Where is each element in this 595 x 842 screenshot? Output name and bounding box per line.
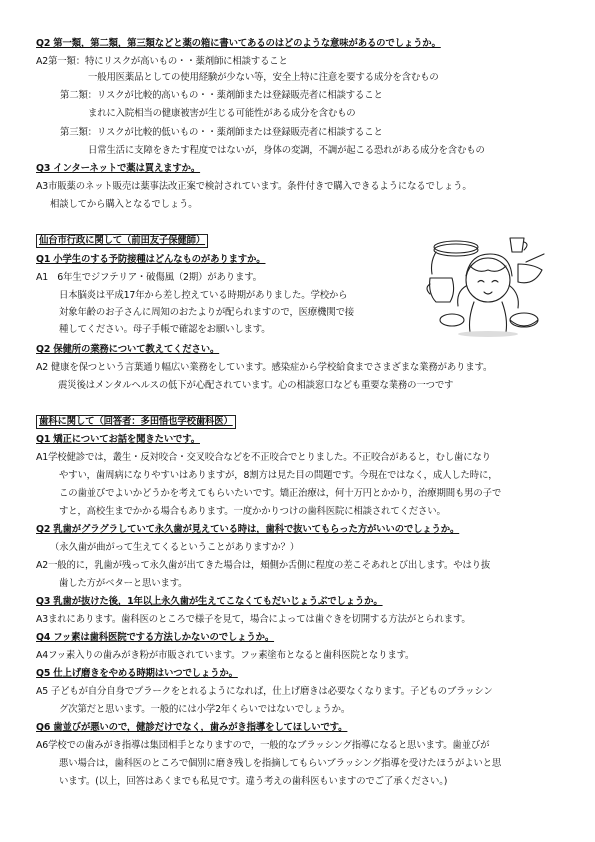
question-q3-internet: Q3 インターネットで薬は買えますか。 xyxy=(36,163,201,174)
answer-a3-line: A3市販薬のネット販売は薬事法改正案で検討されています。条件付きで購入できるようになるでしょう。 xyxy=(36,181,472,192)
answer-a2-line: 第三類：リスクが比較的低いもの・・薬剤師または登録販売者に相談すること xyxy=(60,127,383,138)
answer-a2-line: 日常生活に支障をきたす程度ではないが，身体の変調，不調が起こる恐れがある成分を含むもの xyxy=(88,145,485,156)
answer-a2-line: 震災後はメンタルヘルスの低下が心配されています。心の相談窓口なども重要な業務の一つです xyxy=(58,380,454,391)
answer-a5-line: グ次第だと思います。一般的には小学2年くらいではないでしょうか。 xyxy=(59,704,351,715)
answer-a1-line: 対象年齢のお子さんに周知のおたよりが配られますので，医療機関で接 xyxy=(59,307,355,318)
answer-a2-line: A2第一類：特にリスクが高いもの・・薬剤師に相談すること xyxy=(36,56,288,67)
question-q4-fluoride: Q4 フッ素は歯科医院でする方法しかないのでしょうか。 xyxy=(36,632,275,643)
section-heading-dental: 歯科に関して（回答者：多田悟也学校歯科医） xyxy=(36,415,236,429)
answer-a2-line: 一般用医薬品としての使用経験が少ない等，安全上特に注意を要する成分を含むもの xyxy=(88,72,439,83)
answer-a1-line: やすい，歯周病になりやすいはありますが，8割方は見た目の問題です。今現在ではなく，成人した時に， xyxy=(59,470,498,481)
answer-a2-line: A2一般的に，乳歯が残って永久歯が出てきた場合は，頬側か舌側に程度の差こそあれとび出します。やはり抜 xyxy=(36,560,491,571)
answer-a6-line: A6学校での歯みがき指導は集団相手となりますので，一般的なブラッシング指導になると思います。歯並びが xyxy=(36,740,490,751)
answer-a2-line: A2 健康を保つという言葉通り幅広い業務をしています。感染症から学校給食までさまざまな業務があります。 xyxy=(36,362,493,373)
answer-a6-line: 悪い場合は，歯科医のところで個別に磨き残しを指摘してもらいブラッシング指導を受けたほうがよいと思 xyxy=(59,758,502,769)
answer-a5-line: A5 子どもが自分自身でプラークをとれるようになれば，仕上げ磨きは必要なくなります。子どものブラッシン xyxy=(36,686,493,697)
answer-a1-line: 日本脳炎は平成17年から差し控えている時期がありました。学校から xyxy=(59,290,348,301)
answer-a1-line: A1学校健診では，叢生・反対咬合・交叉咬合などを不正咬合でとりました。不正咬合があると，むし歯になり xyxy=(36,452,491,463)
question-q2-baby-tooth: Q2 乳歯がグラグラしていて永久歯が見えている時は，歯科で抜いてもらった方がいいのでしょうか。 xyxy=(36,524,460,535)
question-q1-vaccination: Q1 小学生のする予防接種はどんなものがありますか。 xyxy=(36,254,266,265)
answer-a1-line: 種してください。母子手帳で確認をお願いします。 xyxy=(59,324,271,335)
question-q2-health-center: Q2 保健所の業務について教えてください。 xyxy=(36,344,220,355)
answer-a3-line: 相談してから購入となるでしょう。 xyxy=(50,199,198,210)
answer-a2-line: 歯した方がベターと思います。 xyxy=(59,578,188,589)
answer-a3: A3まれにあります。歯科医のところで様子を見て，場合によっては歯ぐきを切開する方法がとられます。 xyxy=(36,614,471,625)
answer-a1-line: A1 6年生でジフテリア・破傷風（2期）があります。 xyxy=(36,272,262,283)
answer-a2-line: まれに入院相当の健康被害が生じる可能性がある成分を含むもの xyxy=(88,108,356,119)
answer-a1-line: すと，高校生までかかる場合もあります。一度かかりつけの歯科医院に相談されてください。 xyxy=(59,506,446,517)
question-q2-subnote: （永久歯が曲がって生えてくるということがありますか？） xyxy=(50,542,300,553)
question-q5-finishing-brush: Q5 仕上げ磨きをやめる時期はいつでしょうか。 xyxy=(36,668,238,679)
answer-a1-line: この歯並びでよいかどうかを考えてもらいたいです。矯正治療は，何十万円とかかり，治療期間も男の子で xyxy=(59,488,502,499)
question-q3-missing-tooth: Q3 乳歯が抜けた後，1年以上永久歯が生えてこなくてもだいじょうぶでしょうか。 xyxy=(36,596,383,607)
answer-a4: A4フッ素入りの歯みがき粉が市販されています。フッ素塗布となると歯科医院となります。 xyxy=(36,650,415,661)
girl-with-dishes-illustration xyxy=(426,234,548,338)
answer-a2-line: 第二類：リスクが比較的高いもの・・薬剤師または登録販売者に相談すること xyxy=(60,90,383,101)
question-q1-orthodontics: Q1 矯正についてお話を聞きたいです。 xyxy=(36,434,200,445)
section-heading-city: 仙台市行政に関して（前田友子保健師） xyxy=(36,234,208,248)
answer-a6-line: います。(以上，回答はあくまでも私見です。違う考えの歯科医もいますのでご了承ください。) xyxy=(59,776,448,787)
question-q2-drug-classes: Q2 第一類，第二類，第三類などと薬の箱に書いてあるのはどのような意味があるのでしょうか。 xyxy=(36,38,441,49)
question-q6-brushing-guidance: Q6 歯並びが悪いので，健診だけでなく，歯みがき指導をしてほしいです。 xyxy=(36,722,348,733)
